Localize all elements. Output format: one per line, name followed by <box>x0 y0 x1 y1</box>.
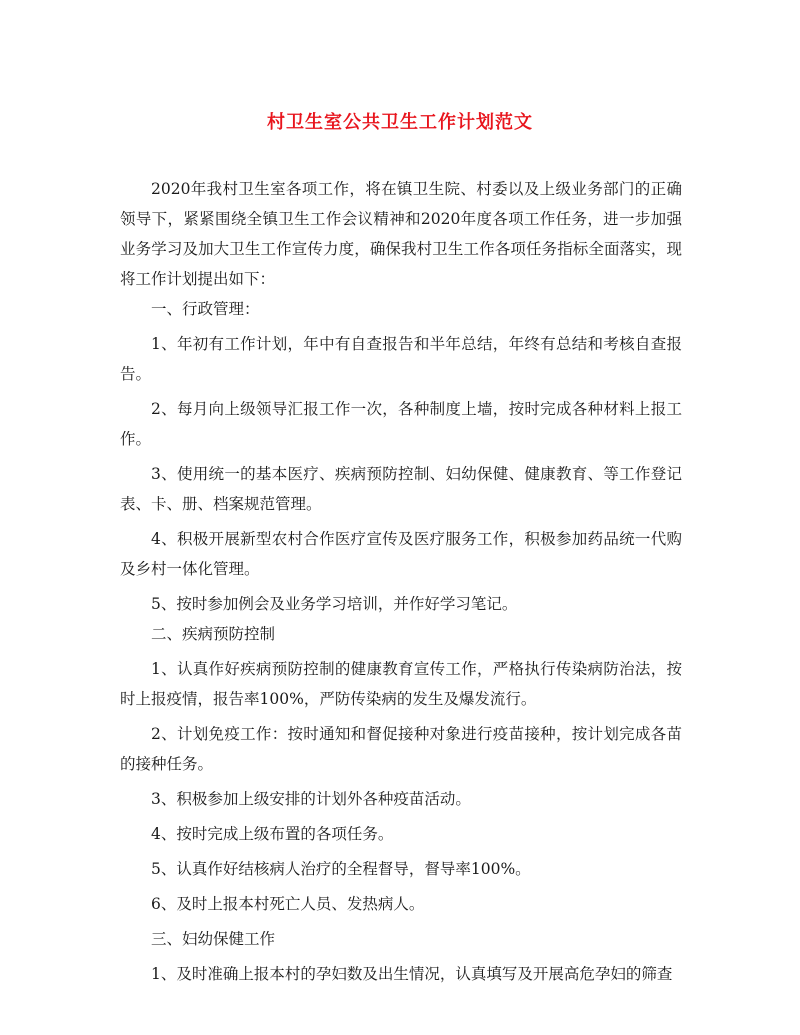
admin-item-1: 1、年初有工作计划，年中有自查报告和半年总结，年终有总结和考核自查报告。 <box>120 335 682 383</box>
document-body <box>120 174 682 989</box>
admin-item-2: 2、每月向上级领导汇报工作一次，各种制度上墙，按时完成各种材料上报工作。 <box>120 400 682 448</box>
admin-item-4: 4、积极开展新型农村合作医疗宣传及医疗服务工作，积极参加药品统一代购及乡村一体化管理。 <box>120 530 682 578</box>
disease-item-3: 3、积极参加上级安排的计划外各种疫苗活动。 <box>151 790 471 808</box>
disease-item-4: 4、按时完成上级布置的各项任务。 <box>151 825 394 843</box>
intro-paragraph: 2020年我村卫生室各项工作，将在镇卫生院、村委以及上级业务部门的正确领导下，紧紧围绕全镇卫生工作会议精神和2020年度各项工作任务，进一步加强业务学习及加大卫生工作宣传力度，确保我村卫生工作各项任务指标全面落实，现将工作计划提出如下： <box>120 180 682 288</box>
admin-item-3: 3、使用统一的基本医疗、疾病预防控制、妇幼保健、健康教育、等工作登记表、卡、册、档案规范管理。 <box>120 465 682 513</box>
maternal-item-1: 1、及时准确上报本村的孕妇数及出生情况，认真填写及开展高危孕妇的筛查 <box>151 965 673 983</box>
document-title: 村卫生室公共卫生工作计划范文 <box>267 112 533 133</box>
disease-item-1: 1、认真作好疾病预防控制的健康教育宣传工作，严格执行传染病防治法，按时上报疫情，报告率100%，严防传染病的发生及爆发流行。 <box>120 660 682 708</box>
disease-item-2: 2、计划免疫工作：按时通知和督促接种对象进行疫苗接种，按计划完成各苗的接种任务。 <box>120 725 682 773</box>
admin-item-5: 5、按时参加例会及业务学习培训，并作好学习笔记。 <box>151 595 518 613</box>
section-heading-admin: 一、行政管理： <box>151 300 260 318</box>
disease-item-5: 5、认真作好结核病人治疗的全程督导，督导率100%。 <box>151 860 531 878</box>
disease-item-6: 6、及时上报本村死亡人员、发热病人。 <box>151 895 425 913</box>
section-heading-maternal-child: 三、妇幼保健工作 <box>151 930 276 948</box>
section-heading-disease-control: 二、疾病预防控制 <box>151 625 276 643</box>
